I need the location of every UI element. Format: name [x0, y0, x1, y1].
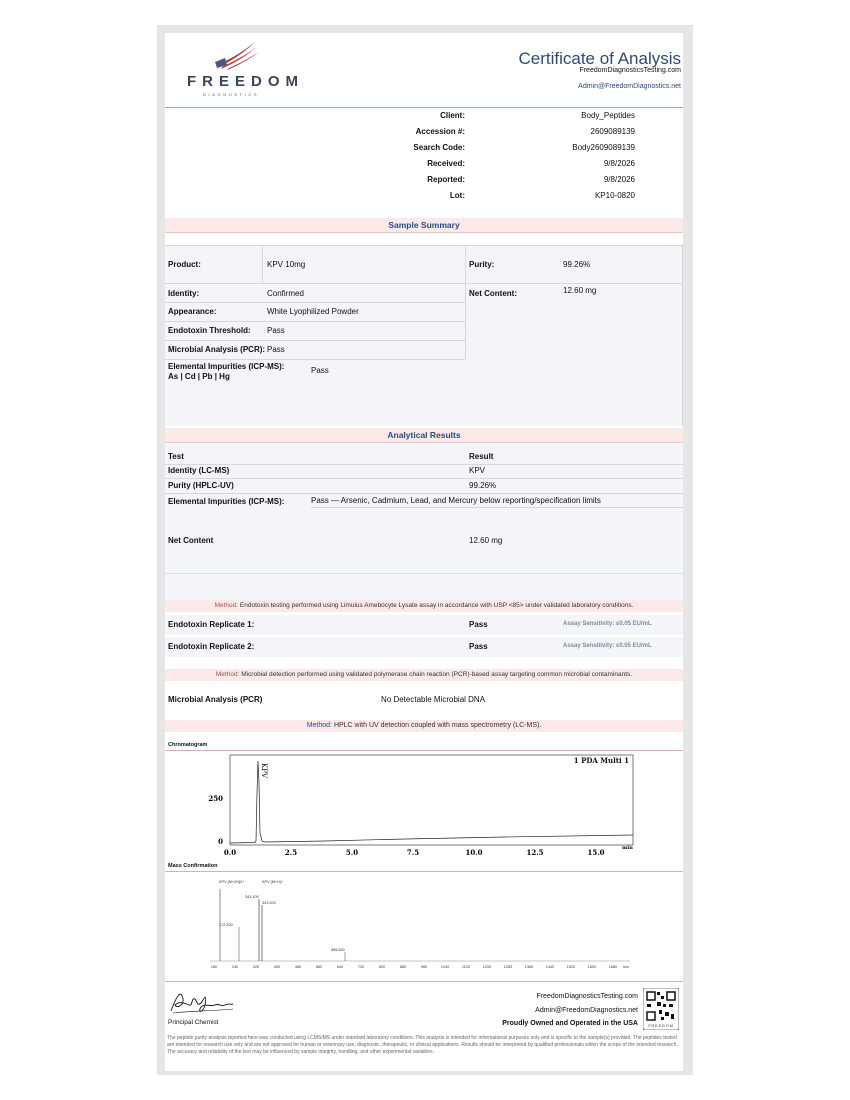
appearance-value: White Lyophilized Powder [267, 307, 359, 316]
page-title: Certificate of Analysis [518, 49, 681, 68]
chromatogram-label: Chromatogram [168, 742, 208, 748]
x-tick: 0.0 [223, 848, 237, 857]
chromatogram-divider [165, 750, 683, 751]
x-unit: min [622, 845, 633, 851]
net-content-result: 12.60 mg [469, 536, 503, 545]
mass-peak-label: 172.300 [219, 923, 233, 927]
mass-x-tick: 960 [420, 965, 428, 969]
footer-divider [165, 981, 683, 982]
mass-x-tick: 1680 [608, 965, 618, 969]
net-content-label: Net Content: [469, 289, 517, 298]
lot-value: KP10-0820 [594, 191, 635, 200]
mass-tag-2: KPV [M+H]+ [262, 880, 284, 884]
mass-divider [165, 871, 683, 872]
disclaimer-text: The peptide purity analysis reported here was conducted using LCMS/MS under standard laboratory conditions. This analysis is intended for informational purposes only and is specific to the sample(s) provided. The peptides tested are intended for research use only and are not approved for human or veterinary use, diagnostic, therapeutic, or clinical applications. Results should be interpreted by qualified professionals within the scope of the intended research. The accuracy and reliability of the test may be influenced by sample integrity, handling, and other experimental variables. [167, 1035, 678, 1055]
identity-value: Confirmed [267, 289, 304, 298]
purity-value: 99.26% [563, 260, 591, 269]
mass-x-tick: 1280 [503, 965, 513, 969]
identity-test: Identity (LC-MS) [168, 466, 230, 475]
purity-result: 99.26% [469, 481, 497, 490]
endotoxin-threshold-label: Endotoxin Threshold: [168, 326, 251, 335]
header-website: FreedomDiagnosticsTesting.com [579, 67, 681, 74]
microbial-label: Microbial Analysis (PCR): [168, 345, 266, 354]
elemental-label-elements: As | Cd | Pb | Hg [168, 372, 230, 381]
x-tick: 10.0 [465, 848, 483, 857]
mass-peak-label: 343.200 [262, 901, 276, 905]
chromatogram-frame [230, 755, 633, 845]
purity-test: Purity (HPLC-UV) [168, 481, 234, 490]
received-label: Received: [427, 159, 465, 168]
mass-x-tick: 1120 [461, 965, 471, 969]
elemental-value: Pass [311, 366, 329, 375]
footer-email[interactable]: Admin@FreedomDiagnostics.net [535, 1007, 638, 1014]
mass-x-tick: 480 [294, 965, 302, 969]
header-divider [165, 107, 683, 108]
replicate-2-result: Pass [469, 642, 488, 651]
identity-label: Identity: [168, 289, 200, 298]
col-result-header: Result [469, 452, 494, 461]
lot-label: Lot: [449, 191, 465, 200]
replicate-1-label: Endotoxin Replicate 1: [168, 620, 255, 629]
received-value: 9/8/2026 [603, 159, 635, 168]
logo-flag-icon [215, 40, 260, 70]
appearance-label: Appearance: [168, 307, 217, 316]
mass-x-tick: 560 [315, 965, 323, 969]
net-content-test: Net Content [168, 536, 214, 545]
search-code-value: Body2609089139 [572, 143, 635, 152]
mass-peak-label: 343.100 [245, 895, 259, 899]
sample-summary-table [165, 245, 683, 426]
mass-tag-1: KPV [M+2H]2+ [219, 880, 245, 884]
mass-peak-label: 585.650 [331, 948, 345, 952]
x-tick: 2.5 [284, 848, 298, 857]
elemental-label: Elemental Impurities (ICP-MS): [168, 362, 285, 371]
endotoxin-method-label: Method: [214, 602, 239, 609]
microbial-pcr-label: Microbial Analysis (PCR) [168, 695, 263, 704]
microbial-method-text: Microbial detection performed using validated polymerase chain reaction (PCR)-based assay targeting common microbial contaminants. [241, 671, 633, 678]
mass-x-tick: 320 [252, 965, 260, 969]
endotoxin-threshold-value: Pass [267, 326, 285, 335]
elemental-test: Elemental Impurities (ICP-MS): [168, 497, 285, 506]
microbial-pcr-result: No Detectable Microbial DNA [381, 695, 486, 704]
endotoxin-replicate-1-row [165, 615, 683, 635]
mass-x-tick: 240 [231, 965, 239, 969]
mass-unit: m/z [622, 965, 629, 969]
replicate-1-result: Pass [469, 620, 488, 629]
x-tick: 7.5 [406, 848, 420, 857]
reported-value: 9/8/2026 [603, 175, 635, 184]
net-content-value: 12.60 mg [563, 286, 597, 295]
mass-x-tick: 1520 [566, 965, 576, 969]
qr-code-icon[interactable] [643, 988, 679, 1030]
product-value: KPV 10mg [267, 260, 306, 269]
mass-x-tick: 720 [357, 965, 365, 969]
mass-x-tick: 640 [336, 965, 344, 969]
mass-x-tick: 1200 [482, 965, 492, 969]
replicate-2-label: Endotoxin Replicate 2: [168, 642, 255, 651]
mass-x-tick: 1360 [524, 965, 534, 969]
accession-label: Accession #: [415, 127, 465, 136]
client-label: Client: [440, 111, 465, 120]
header-email[interactable]: Admin@FreedomDiagnostics.net [578, 83, 681, 90]
mass-x-tick: 1040 [440, 965, 450, 969]
mass-x-tick: 800 [378, 965, 386, 969]
sample-summary-heading: Sample Summary [165, 218, 683, 233]
microbial-method-label: Method: [215, 671, 240, 678]
footer-website[interactable]: FreedomDiagnosticsTesting.com [536, 993, 638, 1000]
hplc-method [165, 720, 683, 732]
col-test-header: Test [168, 452, 184, 461]
mass-x-tick: 160 [210, 965, 218, 969]
y-tick-250: 250 [208, 794, 223, 803]
search-code-label: Search Code: [413, 143, 465, 152]
mass-spectrum-plot [205, 875, 645, 975]
signer-role: Principal Chemist [168, 1019, 219, 1026]
mass-x-tick: 1600 [587, 965, 597, 969]
purity-label: Purity: [469, 260, 495, 269]
reported-label: Reported: [427, 175, 465, 184]
qr-caption: FREEDOM [648, 1023, 674, 1028]
x-tick: 5.0 [345, 848, 359, 857]
certificate-page [165, 33, 683, 1071]
elemental-result: Pass — Arsenic, Cadmium, Lead, and Mercury below reporting/specification limits [311, 496, 601, 505]
y-tick-0: 0 [218, 837, 223, 846]
footer-tagline: Proudly Owned and Operated in the USA [502, 1020, 638, 1027]
client-value: Body_Peptides [581, 111, 635, 120]
microbial-method [165, 669, 683, 681]
mass-confirmation-label: Mass Confirmation [168, 863, 218, 869]
brand-name: FREEDOM [187, 73, 304, 90]
brand-subtitle: DIAGNOSTICS [203, 92, 260, 97]
identity-result: KPV [469, 466, 486, 475]
endotoxin-method [165, 600, 683, 612]
product-label: Product: [168, 260, 201, 269]
signature-image [167, 985, 237, 1017]
endotoxin-replicate-2-row [165, 637, 683, 657]
x-tick: 15.0 [587, 848, 605, 857]
mass-x-tick: 1440 [545, 965, 555, 969]
analytical-results-table [165, 443, 683, 573]
chromatogram-plot [205, 753, 645, 863]
analytical-results-heading: Analytical Results [165, 428, 683, 443]
replicate-2-sensitivity: Assay Sensitivity: ≤0.05 EU/mL [563, 643, 652, 649]
endotoxin-method-text: Endotoxin testing performed using Limulus Amebocyte Lysate assay in accordance with USP <85> under validated laboratory conditions. [239, 602, 634, 609]
mass-x-tick: 880 [399, 965, 407, 969]
peak-label: KPV [260, 763, 268, 778]
replicate-1-sensitivity: Assay Sensitivity: ≤0.05 EU/mL [563, 621, 652, 627]
analytical-spacer [165, 573, 683, 600]
microbial-value: Pass [267, 345, 285, 354]
accession-value: 2609089139 [590, 127, 635, 136]
hplc-method-label: Method: [306, 722, 332, 729]
x-tick: 12.5 [526, 848, 544, 857]
hplc-method-text: HPLC with UV detection coupled with mass spectrometry (LC-MS). [333, 722, 542, 729]
mass-x-tick: 400 [273, 965, 281, 969]
chromatogram-legend: 1 PDA Multi 1 [573, 756, 629, 765]
